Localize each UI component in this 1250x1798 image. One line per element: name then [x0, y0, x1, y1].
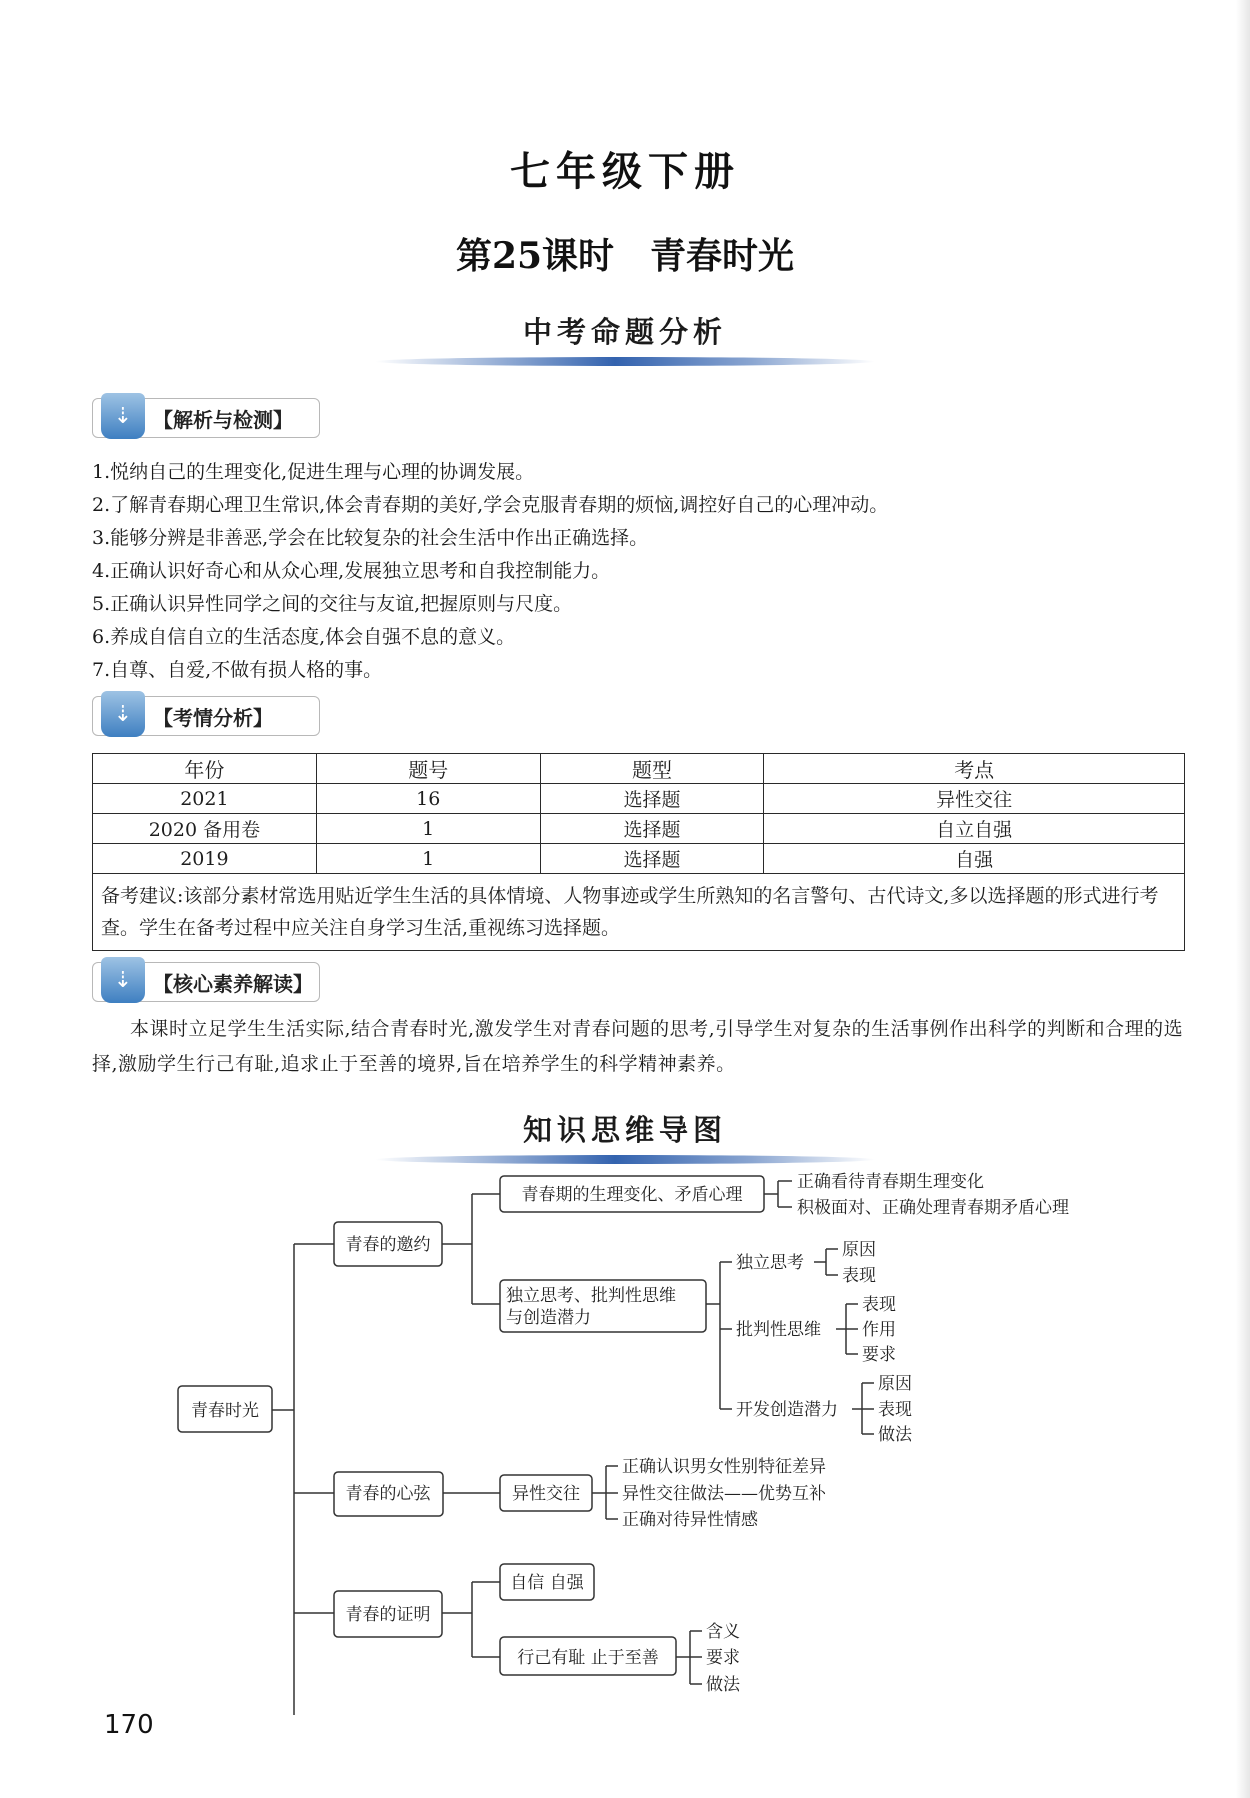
- mindmap-node-1-2-a: 独立思考: [736, 1253, 804, 1273]
- mindmap-leaf: 做法: [878, 1425, 912, 1445]
- objective-item: 7.自尊、自爱,不做有损人格的事。: [92, 659, 383, 681]
- page-number: 170: [104, 1710, 154, 1740]
- mindmap-boxes: [178, 1176, 764, 1675]
- objective-item: 5.正确认识异性同学之间的交往与友谊,把握原则与尺度。: [92, 593, 573, 615]
- objective-item: 6.养成自信自立的生活态度,体会自强不息的意义。: [92, 626, 516, 648]
- mindmap-leaf: 正确看待青春期生理变化: [797, 1172, 984, 1192]
- objective-item: 4.正确认识好奇心和从众心理,发展独立思考和自我控制能力。: [92, 560, 611, 582]
- mindmap-leaf: 表现: [878, 1400, 912, 1420]
- section-exam-label: 【考情分析】: [153, 705, 273, 730]
- mindmap-leaf: 做法: [706, 1675, 740, 1695]
- cell-year: 2021: [93, 784, 317, 814]
- header-question-type: 题型: [540, 754, 764, 784]
- section-core-label: 【核心素养解读】: [153, 971, 313, 996]
- cell-exam-point: 自强: [764, 844, 1185, 874]
- cell-question-no: 1: [316, 814, 540, 844]
- mindmap-node-1-2-line2: 与创造潜力: [506, 1308, 591, 1328]
- mindmap-node-1-2-b: 批判性思维: [736, 1320, 821, 1340]
- down-arrow-icon: ⇣: [101, 957, 145, 1003]
- objective-item: 3.能够分辨是非善恶,学会在比较复杂的社会生活中作出正确选择。: [92, 527, 649, 549]
- mindmap-root: 青春时光: [191, 1401, 259, 1421]
- cell-question-no: 16: [316, 784, 540, 814]
- mindmap-node-1-2-c: 开发创造潜力: [736, 1400, 838, 1420]
- mindmap-leaf: 要求: [706, 1648, 740, 1668]
- cell-question-type: 选择题: [540, 844, 764, 874]
- cell-year: 2019: [93, 844, 317, 874]
- mindmap-leaf: 表现: [842, 1266, 876, 1286]
- grade-title: 七年级下册: [510, 149, 740, 195]
- cell-question-type: 选择题: [540, 814, 764, 844]
- mindmap-node-1-1: 青春期的生理变化、矛盾心理: [521, 1185, 743, 1205]
- mindmap-leaf: 表现: [862, 1295, 896, 1315]
- core-literacy-text: 本课时立足学生生活实际,结合青春时光,激发学生对青春问题的思考,引导学生对复杂的生活事例作出科学的判断和合理的选择,激励学生行己有耻,追求止于至善的境界,旨在培养学生的科学精神素养。: [92, 1018, 1184, 1075]
- exam-advice: 备考建议:该部分素材常选用贴近学生生活的具体情境、人物事迹或学生所熟知的名言警句、古代诗文,多以选择题的形式进行考查。学生在备考过程中应关注自身学习生活,重视练习选择题。: [93, 874, 1185, 951]
- mindmap-leaf: 作用: [862, 1320, 896, 1340]
- mindmap-leaf: 异性交往做法——优势互补: [622, 1484, 826, 1504]
- down-arrow-icon: ⇣: [101, 691, 145, 737]
- cell-exam-point: 异性交往: [764, 784, 1185, 814]
- mindmap-leaf: 正确认识男女性别特征差异: [622, 1457, 826, 1477]
- mindmap-node-3-2: 行己有耻 止于至善: [517, 1648, 659, 1668]
- header-year: 年份: [93, 754, 317, 784]
- header-exam-point: 考点: [764, 754, 1185, 784]
- analysis-banner-title: 中考命题分析: [522, 315, 727, 349]
- mindmap-leaf: 积极面对、正确处理青春期矛盾心理: [797, 1198, 1069, 1218]
- lesson-topic: 青春时光: [650, 235, 795, 277]
- mindmap-branch-3: 青春的证明: [345, 1605, 431, 1625]
- cell-question-type: 选择题: [540, 784, 764, 814]
- mindmap-leaf: 要求: [862, 1345, 896, 1365]
- objective-item: 2.了解青春期心理卫生常识,体会青春期的美好,学会克服青春期的烦恼,调控好自己的心理冲动。: [92, 494, 889, 516]
- section-parse-label: 【解析与检测】: [153, 407, 293, 432]
- mindmap-branch-2: 青春的心弦: [345, 1484, 431, 1504]
- down-arrow-icon: ⇣: [101, 393, 145, 439]
- lesson-number: 第25课时: [455, 235, 615, 277]
- mindmap-branch-1: 青春的邀约: [345, 1235, 431, 1255]
- mindmap-leaf: 含义: [706, 1622, 740, 1642]
- mindmap-node-1-2-line1: 独立思考、批判性思维: [506, 1286, 676, 1306]
- header-question-no: 题号: [316, 754, 540, 784]
- mindmap-leaf: 原因: [878, 1374, 912, 1394]
- mindmap-leaf: 原因: [842, 1240, 876, 1260]
- mindmap-node-2-1: 异性交往: [512, 1484, 580, 1504]
- mindmap-leaf: 正确对待异性情感: [622, 1510, 758, 1530]
- cell-question-no: 1: [316, 844, 540, 874]
- mindmap-banner-title: 知识思维导图: [522, 1113, 727, 1147]
- mindmap-node-3-1: 自信 自强: [510, 1573, 584, 1593]
- cell-exam-point: 自立自强: [764, 814, 1185, 844]
- cell-year: 2020 备用卷: [93, 814, 317, 844]
- objective-item: 1.悦纳自己的生理变化,促进生理与心理的协调发展。: [92, 461, 535, 483]
